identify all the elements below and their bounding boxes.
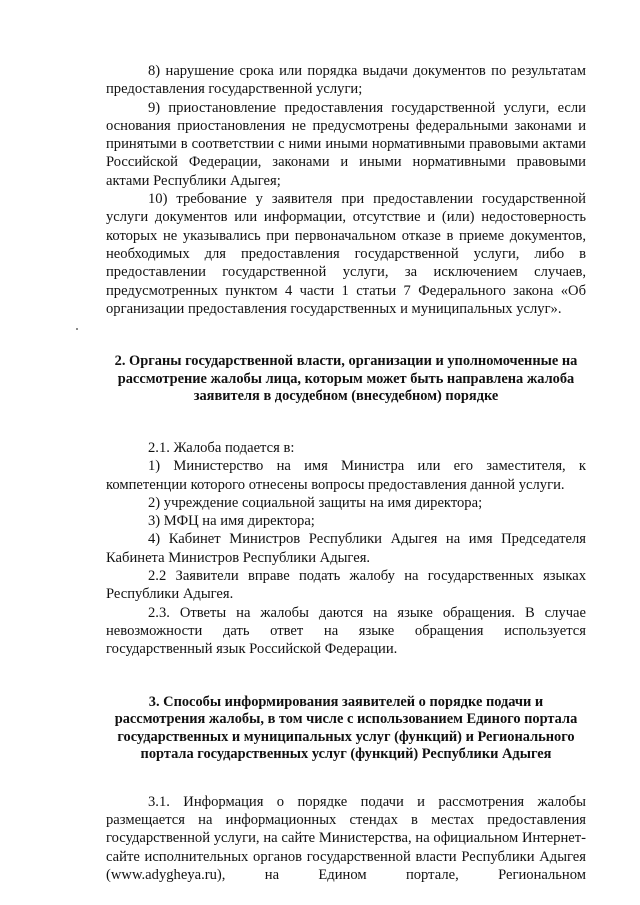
list-item: 4) Кабинет Министров Республики Адыгея на имя Председателя Кабинета Министров Республики Адыгея.	[106, 531, 586, 566]
list-item: 2.3. Ответы на жалобы даются на языке обращения. В случае невозможности дать ответ на языке обращения используется государственный язык Российской Федерации.	[106, 604, 586, 658]
scan-mark	[76, 328, 78, 330]
section-2-heading: 2. Органы государственной власти, организации и уполномоченные на рассмотрение жалобы лица, которым может быть направлена жалоба заявителя в досудебном (внесудебном) порядке	[114, 353, 578, 405]
list-item: 2) учреждение социальной защиты на имя директора;	[148, 494, 483, 511]
section-3-heading: 3. Способы информирования заявителей о порядке подачи и рассмотрения жалобы, в том числе с использованием Единого портала государственных и муниципальных услуг (функций) и Регионального портала государственных услуг (функций) Республики Адыгея	[114, 693, 578, 763]
list-item: 1) Министерство на имя Министра или его заместителя, к компетенции которого отнесены вопросы предоставления данной услуги.	[106, 458, 586, 493]
list-item: 3) МФЦ на имя директора;	[148, 513, 315, 530]
list-item: 3.1. Информация о порядке подачи и рассмотрения жалобы размещается на информационных стендах в местах предоставления государственной услуги, на сайте Министерства, на официальном Интернет-сайте исполнительных органов государственной власти Республики Адыгея (www.adygheya.ru), на Едином портале, Региональном	[106, 793, 586, 884]
section-3-list	[106, 793, 586, 884]
list-item: 2.1. Жалоба подается в:	[148, 439, 295, 456]
list-item: 8) нарушение срока или порядка выдачи документов по результатам предоставления государственной услуги;	[106, 63, 586, 98]
list-item: 9) приостановление предоставления государственной услуги, если основания приостановления не предусмотрены федеральными законами и принятыми в соответствии с ними иными нормативными правовыми актами Российской Федерации, законами и иными нормативными правовыми актами Республики Адыгея;	[106, 99, 586, 189]
list-item: 2.2 Заявители вправе подать жалобу на государственных языках Республики Адыгея.	[106, 568, 586, 603]
section-2-list	[106, 439, 586, 659]
list-item: 10) требование у заявителя при предоставлении государственной услуги документов или информации, отсутствие и (или) недостоверность которых не указывались при первоначальном отказе в приеме документов, необходимых для предоставления государственной услуги, либо в предоставлении государственной услуги, за исключением случаев, предусмотренных пунктом 4 части 1 статьи 7 Федерального закона «Об организации предоставления государственных и муниципальных услуг».	[106, 191, 586, 317]
section-1-list	[106, 62, 586, 318]
